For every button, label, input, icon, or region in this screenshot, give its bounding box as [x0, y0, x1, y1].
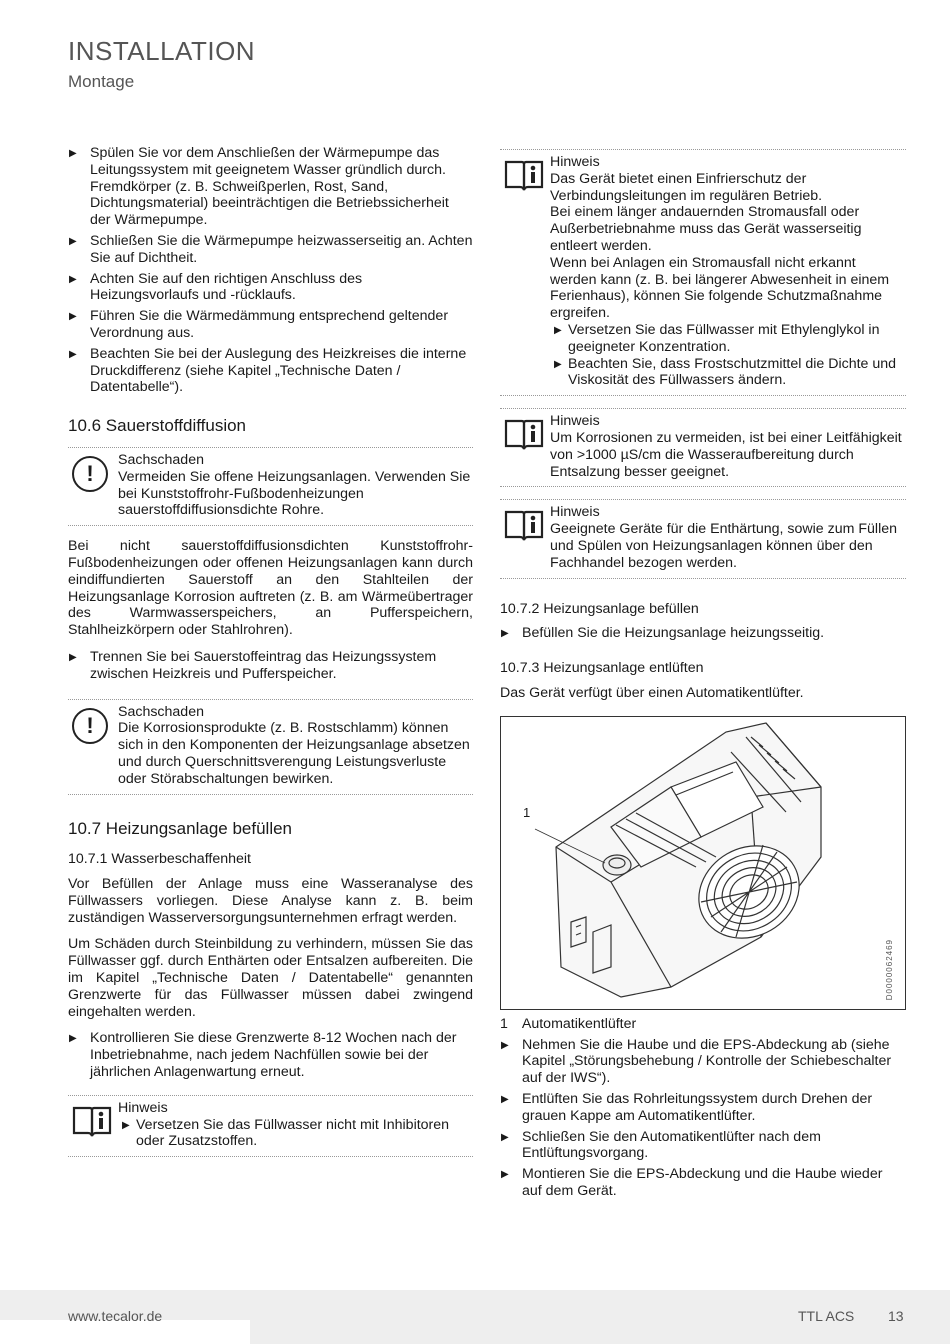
paragraph: Das Gerät verfügt über einen Automatikentlüfter.: [500, 684, 804, 701]
warning-box: [68, 447, 473, 526]
heading-10-7-2: 10.7.2 Heizungsanlage befüllen: [500, 600, 699, 617]
bullet-triangle-icon: ▶: [69, 348, 77, 360]
hint-label: Hinweis: [550, 504, 600, 521]
bullet-triangle-icon: ▶: [122, 1119, 130, 1131]
paragraph: Um Schäden durch Steinbildung zu verhindern, müssen Sie das Füllwasser ggf. durch Enthärten oder Entsalzen aufbereiten. Die im Kapitel „Technische Daten / Datentabelle“ genannten Grenzwerte für das Füllwasser müssen dabei zwingend eingehalten werden.: [68, 936, 473, 1020]
bullet-triangle-icon: ▶: [554, 324, 562, 336]
bullet-triangle-icon: ▶: [69, 311, 77, 323]
legend-text: Automatikentlüfter: [521, 1015, 637, 1032]
footer-url: www.tecalor.de: [68, 1308, 163, 1324]
warning-label: Sachschaden: [118, 451, 204, 468]
hint-label: Hinweis: [118, 1099, 168, 1116]
hint-box: [68, 1095, 473, 1157]
manual-info-icon: [504, 508, 544, 542]
warning-label: Sachschaden: [118, 703, 204, 720]
list-item: ▶ Befüllen Sie die Heizungsanlage heizungsseitig.: [501, 625, 825, 642]
bullet-triangle-icon: ▶: [501, 1093, 509, 1105]
warning-text: Die Korrosionsprodukte (z. B. Rostschlamm) können sich in den Komponenten der Heizungsanlage absetzen und durch Querschnittsverengung Leistungsverluste oder Störabschaltungen bewirken.: [118, 720, 470, 787]
left-column: [68, 145, 473, 1169]
list-item: ▶ Versetzen Sie das Füllwasser nicht mit Inhibitoren oder Zusatzstoffen.: [122, 1116, 450, 1150]
list-item: ▶ Montieren Sie die EPS-Abdeckung und die Haube wieder auf dem Gerät.: [501, 1166, 883, 1199]
heat-pump-figure: [500, 716, 906, 1010]
section-title: INSTALLATION: [68, 36, 256, 66]
bullet-triangle-icon: ▶: [69, 235, 77, 247]
heading-10-7-1: 10.7.1 Wasserbeschaffenheit: [68, 851, 251, 868]
hint-text: Bei einem länger andauernden Stromausfall oder Außerbetriebnahme muss das Gerät wasserseitig entleert werden.: [550, 204, 862, 254]
figure-callout-number: 1: [523, 804, 531, 820]
list-item: ▶ Schließen Sie die Wärmepumpe heizwasserseitig an. Achten Sie auf Dichtheit.: [69, 232, 473, 266]
hint-text: Wenn bei Anlagen ein Stromausfall nicht erkannt werden kann (z. B. bei längerer Abwesenheit in einem Ferienhaus), können Sie folgende Schutzmaßnahme ergreifen.: [550, 254, 890, 322]
list-item: ▶ Entlüften Sie das Rohrleitungssystem durch Drehen der grauen Kappe am Automatikentlüfter.: [501, 1090, 873, 1124]
hint-text: Das Gerät bietet einen Einfrierschutz der Verbindungsleitungen im regulären Betrieb.: [550, 170, 823, 204]
list-item: ▶ Spülen Sie vor dem Anschließen der Wärmepumpe das Leitungssystem mit geeignetem Wasser gründlich durch. Fremdkörper (z. B. Schweißperlen, Rost, Sand, Dichtungsmaterial) beeinträchtigen die Betriebssicherheit der Wärmepumpe.: [69, 145, 449, 229]
list-item: ▶ Beachten Sie, dass Frostschutzmittel die Dichte und Viskosität des Füllwassers ändern.: [554, 355, 897, 389]
heat-pump-illustration: [501, 717, 905, 1009]
hint-box: [500, 408, 906, 487]
manual-info-icon: [504, 417, 544, 451]
warning-text: Vermeiden Sie offene Heizungsanlagen. Verwenden Sie bei Kunststoffrohr-Fußbodenheizungen sauerstoffdiffusionsdichte Rohre.: [118, 468, 471, 519]
hint-box: [500, 149, 906, 396]
list-item: ▶ Beachten Sie bei der Auslegung des Heizkreises die interne Druckdifferenz (siehe Kapitel „Technische Daten / Datentabelle“).: [69, 345, 467, 396]
footer-model: TTL ACS: [798, 1308, 855, 1324]
section-subtitle: Montage: [68, 72, 135, 91]
bullet-triangle-icon: ▶: [69, 273, 77, 285]
bullet-triangle-icon: ▶: [501, 1039, 509, 1051]
exclamation-icon: !: [72, 708, 108, 744]
page-footer: [0, 1290, 950, 1344]
hint-box: [500, 499, 906, 578]
list-item: ▶ Nehmen Sie die Haube und die EPS-Abdeckung ab (siehe Kapitel „Störungsbehebung / Kontrolle der Schiebeschalter auf der IWS“).: [501, 1036, 892, 1087]
figure-legend: [500, 1016, 906, 1033]
list-item: ▶ Versetzen Sie das Füllwasser mit Ethylenglykol in geeigneter Konzentration.: [554, 321, 880, 355]
right-column: [500, 145, 906, 1204]
exclamation-icon: !: [72, 456, 108, 492]
paragraph: Bei nicht sauerstoffdiffusionsdichten Kunststoffrohr-Fußbodenheizungen oder offenen Heizungsanlagen kann durch eindiffundierten Sauerstoff an den Stahlteilen der Heizungsanlage Korrosion auftreten (z. B. am Wärmeübertrager des Warmwasserspeichers, an Pufferspeichern, Stahlheizkörpern oder Stahlrohren).: [68, 538, 473, 639]
list-item: ▶ Trennen Sie bei Sauerstoffeintrag das Heizungssystem zwischen Heizkreis und Pufferspeicher.: [69, 648, 437, 682]
hint-label: Hinweis: [550, 413, 600, 430]
bullet-triangle-icon: ▶: [501, 628, 509, 640]
bullet-triangle-icon: ▶: [69, 1033, 77, 1045]
legend-number: 1: [500, 1015, 508, 1032]
heading-10-6: 10.6 Sauerstoffdiffusion: [68, 416, 247, 436]
hint-text: Geeignete Geräte für die Enthärtung, sowie zum Füllen und Spülen von Heizungsanlagen können über den Fachhandel bezogen werden.: [550, 521, 897, 571]
bullet-triangle-icon: ▶: [501, 1131, 509, 1143]
list-item: ▶ Schließen Sie den Automatikentlüfter nach dem Entlüftungsvorgang.: [501, 1128, 821, 1162]
figure-id: D0000062469: [885, 939, 895, 1001]
warning-box: [68, 699, 473, 795]
page-number: 13: [888, 1308, 904, 1324]
bullet-triangle-icon: ▶: [554, 358, 562, 370]
hint-text: Um Korrosionen zu vermeiden, ist bei einer Leitfähigkeit von >1000 µS/cm die Wasseraufbereitung durch Entsalzung besser geeignet.: [550, 429, 902, 480]
manual-info-icon: [72, 1104, 112, 1138]
bullet-triangle-icon: ▶: [501, 1169, 509, 1181]
list-item: ▶ Führen Sie die Wärmedämmung entsprechend geltender Verordnung aus.: [69, 308, 449, 341]
manual-info-icon: [504, 158, 544, 192]
paragraph: Vor Befüllen der Anlage muss eine Wasseranalyse des Füllwassers vorliegen. Diese Analyse kann z. B. beim zuständigen Wasserversorgungsunternehmen erfragt werden.: [68, 876, 473, 926]
heading-10-7: 10.7 Heizungsanlage befüllen: [68, 818, 293, 838]
list-item: ▶ Kontrollieren Sie diese Grenzwerte 8-12 Wochen nach der Inbetriebnahme, nach jedem Nachfüllen sowie bei der jährlichen Anlagenwartung erneut.: [69, 1030, 457, 1081]
bullet-triangle-icon: ▶: [69, 651, 77, 663]
heading-10-7-3: 10.7.3 Heizungsanlage entlüften: [500, 660, 704, 677]
bullet-triangle-icon: ▶: [69, 148, 77, 159]
list-item: ▶ Achten Sie auf den richtigen Anschluss des Heizungsvorlaufs und -rücklaufs.: [69, 270, 363, 304]
hint-label: Hinweis: [550, 154, 600, 170]
